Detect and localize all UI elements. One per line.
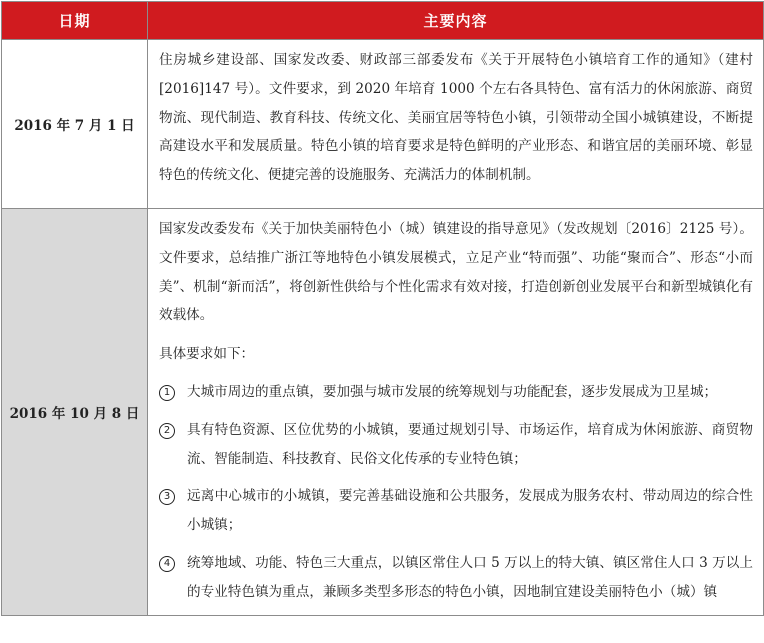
content-paragraph: 住房城乡建设部、国家发改委、财政部三部委发布《关于开展特色小镇培育工作的通知》（建村[2016]147 号）。文件要求，到 2020 年培育 1000 个左右各具特色、富有活力的休闲旅游、商贸物流、现代制造、教育科技、传统文化、美丽宜居等特色小镇，引领带动全国小城镇建设，不断提高建设水平和发展质量。特色小镇的培育要求是特色鲜明的产业形态、和谐宜居的美丽环境、彰显特色的传统文化、便捷完善的设施服务、充满活力的体制机制。 xyxy=(159,52,753,184)
circled-number: 2 xyxy=(159,423,175,439)
date-column-header: 日期 xyxy=(2,2,148,40)
content-column-header: 主要内容 xyxy=(148,2,764,40)
list-item xyxy=(159,416,753,474)
content-paragraph: 国家发改委发布《关于加快美丽特色小（城）镇建设的指导意见》（发改规划〔2016〕2125 号）。文件要求，总结推广浙江等地特色小镇发展模式，立足产业“特而强”、功能“聚而合”、形态“小而美”、机制“新而活”，将创新性供给与个性化需求有效对接，打造创新创业发展平台和新型城镇化有效载体。 xyxy=(159,220,753,324)
list-item-text: 远离中心城市的小城镇，要完善基础设施和公共服务，发展成为服务农村、带动周边的综合性小城镇； xyxy=(187,488,753,534)
policy-table xyxy=(1,1,764,616)
content-cell xyxy=(148,208,764,615)
table-row xyxy=(2,208,764,615)
date-cell: 2016 年 10 月 8 日 xyxy=(2,208,148,615)
list-item-text: 具有特色资源、区位优势的小城镇，要通过规划引导、市场运作，培育成为休闲旅游、商贸物流、智能制造、科技教育、民俗文化传承的专业特色镇； xyxy=(187,421,753,467)
list-item-text: 统筹地域、功能、特色三大重点，以镇区常住人口 5 万以上的特大镇、镇区常住人口 3 万以上的专业特色镇为重点，兼顾多类型多形态的特色小镇，因地制宜建设美丽特色小（城）镇 xyxy=(187,554,753,600)
list-item xyxy=(159,549,753,607)
table-row xyxy=(2,40,764,209)
circled-number: 3 xyxy=(159,489,175,505)
circled-number: 1 xyxy=(159,385,175,401)
list-item-text: 大城市周边的重点镇，要加强与城市发展的统筹规划与功能配套，逐步发展成为卫星城； xyxy=(187,383,718,400)
requirements-heading: 具体要求如下： xyxy=(159,346,255,363)
requirements-list xyxy=(159,378,753,607)
list-item xyxy=(159,378,753,407)
circled-number: 4 xyxy=(159,556,175,572)
date-cell: 2016 年 7 月 1 日 xyxy=(2,40,148,209)
list-item xyxy=(159,482,753,540)
table-header-row xyxy=(2,2,764,40)
content-cell xyxy=(148,40,764,209)
